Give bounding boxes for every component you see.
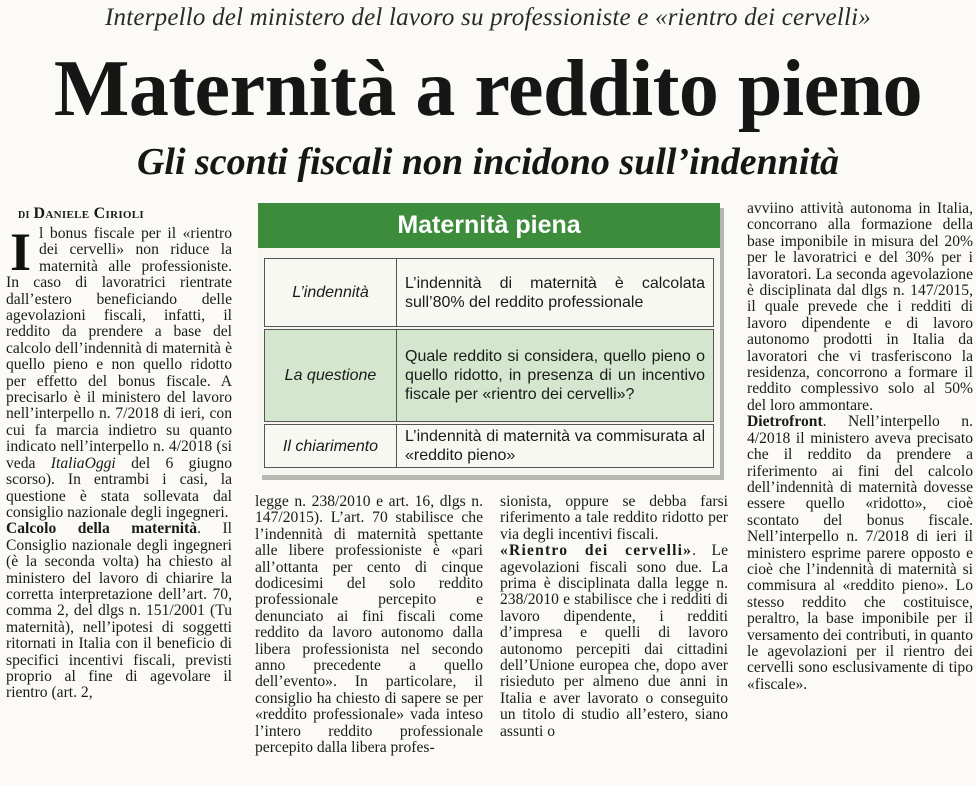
info-box-label: L’indennità bbox=[265, 259, 397, 326]
body-paragraph bbox=[6, 222, 232, 521]
drop-cap: I bbox=[10, 222, 32, 282]
body-column-3 bbox=[500, 494, 728, 740]
body-paragraph bbox=[747, 414, 973, 693]
article-kicker: Interpello del ministero del lavoro su professioniste e «rientro dei cervelli» bbox=[105, 4, 871, 31]
body-text: . Il Consiglio nazionale degli ingegneri (è la seconda volta) ha chiesto al ministero del lavoro di chiarire la corretta interpretazione dell’art. 70, comma 2, del dlgs n. 151/2001 (Tu maternità), nell’ipotesi di soggetti ritornati in Italia con il beneficio di specifici incentivi fiscali, previsti proprio al fine di agevolare il rientro (art. 2, bbox=[6, 520, 232, 702]
info-box-title: Maternità piena bbox=[258, 203, 720, 248]
body-paragraph bbox=[500, 543, 728, 740]
info-box-row bbox=[264, 329, 714, 422]
body-text: l bonus fiscale per il «rientro dei cervelli» non riduce la maternità alle professioniste. In caso di lavoratrici rientrate dall’estero beneficiando delle agevolazioni fiscali, infatti, il reddito da prendere a base del calcolo dell’indennità di maternità è quello pieno e non quello ridotto per effetto del bonus fiscale. A precisarlo è il ministero del lavoro nell’interpello n. 7/2018 di ieri, con cui fa marcia indietro su quanto indicato nell’interpello n. 4/2018 (si veda bbox=[6, 225, 232, 472]
section-heading: Dietrofront bbox=[747, 413, 823, 431]
body-paragraph: avviino attività autonoma in Italia, concorrano alla formazione della base imponibile in misura del 20% per le lavoratrici e del 30% per i lavoratori. La seconda agevolazione è disciplinata dal dlgs n. 147/2015, il quale prevede che i redditi di lavoro dipendente e di lavoro autonomo prodotti in Italia da lavoratori che vi trasferiscono la residenza, concorrono a formare il reddito complessivo solo al 50% del loro ammontare. bbox=[747, 200, 973, 414]
body-text: . Le agevolazioni fiscali sono due. La prima è disciplinata dalla legge n. 238/2010 e stabilisce che i redditi di lavoro dipendente, i redditi d’impresa e quelli di lavoro autonomo percepiti dai cittadini dell’Unione europea che, dopo aver risieduto per almeno due anni in Italia e aver lavorato o conseguito un titolo di studio all’estero, siano assunti o bbox=[500, 542, 728, 740]
body-text: del 6 giugno scorso). In entrambi i casi, la questione è stata sollevata dal consiglio nazionale degli ingegneri. bbox=[6, 454, 232, 521]
body-text: . Nell’interpello n. 4/2018 il ministero aveva precisato che il reddito da prendere a riferimento ai fini del calcolo dell’indennità di maternità dovesse essere quello «ridotto», cioè scontato del bonus fiscale. Nell’interpello n. 7/2018 di ieri il ministero esprime parere opposto e cioè che l’indennità di maternità si commisura al «reddito pieno». Lo stesso reddito che costituisce, peraltro, la base imponibile per il versamento dei contributi, in quanto le agevolazioni per il rientro dei cervelli sono esclusivamente di tipo «fiscale». bbox=[747, 413, 973, 693]
body-column-2 bbox=[255, 494, 483, 757]
section-heading: Calcolo della maternità bbox=[6, 520, 198, 538]
byline-prefix: di bbox=[18, 207, 30, 222]
body-paragraph: legge n. 238/2010 e art. 16, dlgs n. 147/2015). L’art. 70 stabilisce che l’indennità di maternità spettante alle libere professioniste è «pari all’ottanta per cento di cinque dodicesimi del solo reddito professionale percepito e denunciato ai fini fiscali come reddito da lavoro autonomo dalla libera professionista nel secondo anno precedente a quello dell’evento». In particolare, il consiglio ha chiesto di sapere se per «reddito professionale» vada inteso l’intero reddito professionale percepito dalla libera profes- bbox=[255, 493, 483, 757]
byline bbox=[18, 205, 144, 223]
info-box-text: L’indennità di maternità va commisurata al «reddito pieno» bbox=[405, 428, 705, 464]
article-headline: Maternità a reddito pieno bbox=[53, 45, 923, 133]
newspaper-name: ItaliaOggi bbox=[50, 454, 116, 472]
info-box bbox=[258, 203, 720, 475]
article-subhead: Gli sconti fiscali non incidono sull’indennità bbox=[136, 141, 840, 183]
info-box-label: La questione bbox=[265, 330, 397, 421]
body-paragraph: sionista, oppure se debba farsi riferimento a tale reddito ridotto per via degli incentivi fiscali. bbox=[500, 493, 728, 543]
section-heading: «Rientro dei cervelli» bbox=[500, 542, 693, 560]
info-box-label: Il chiarimento bbox=[265, 425, 397, 467]
body-column-1 bbox=[6, 222, 232, 702]
body-paragraph bbox=[6, 521, 232, 701]
info-box-row bbox=[264, 258, 714, 327]
byline-author: Daniele Cirioli bbox=[33, 205, 144, 222]
body-column-4 bbox=[747, 201, 973, 693]
info-box-text: Quale reddito si considera, quello pieno o quello ridotto, in presenza di un incentivo fiscale per «rientro dei cervelli»? bbox=[405, 348, 705, 403]
info-box-row bbox=[264, 424, 714, 468]
info-box-text: L’indennità di maternità è calcolata sull’80% del reddito professionale bbox=[405, 274, 705, 311]
